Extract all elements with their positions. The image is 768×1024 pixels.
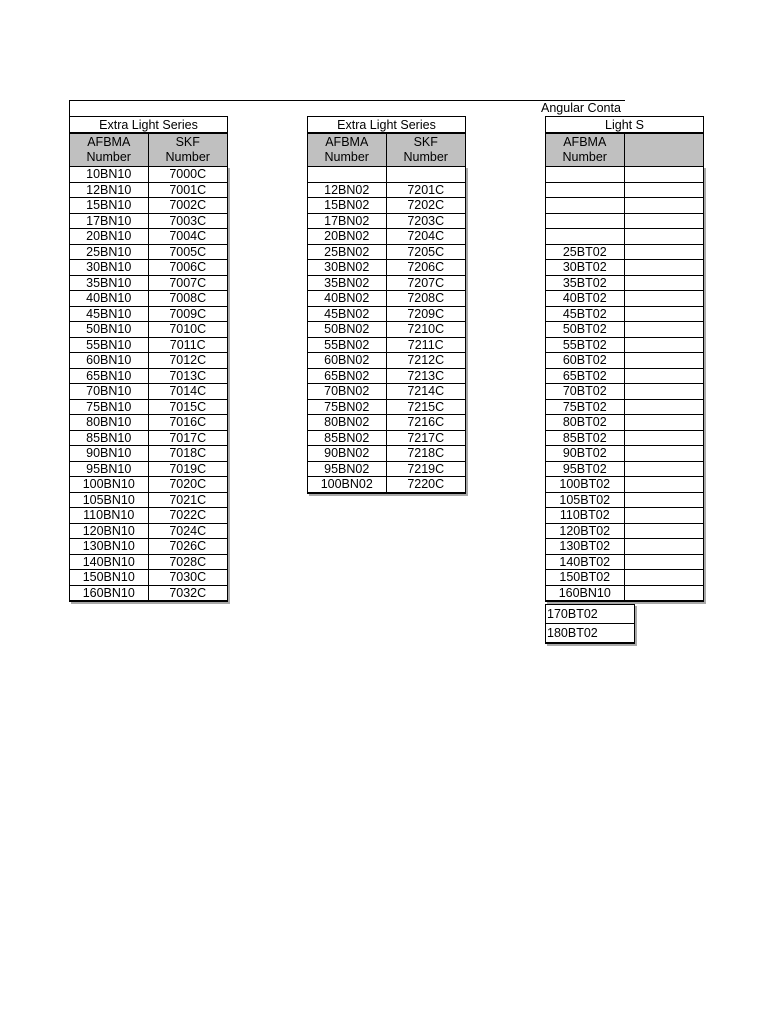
table-row [70, 570, 227, 586]
skf-number-cell: 7208C [407, 291, 445, 305]
skf-number-cell: 7218C [407, 446, 445, 460]
afbma-number-cell: 12BN02 [308, 183, 387, 198]
skf-number-cell: 7022C [169, 508, 207, 522]
afbma-number-cell: 50BN02 [308, 322, 387, 337]
afbma-column-header: AFBMA Number [308, 134, 387, 166]
afbma-number-cell: 85BT02 [546, 431, 625, 446]
afbma-number-cell: 170BT02 [547, 607, 598, 621]
skf-number-cell [625, 555, 704, 570]
skf-number-cell: 7216C [407, 415, 445, 429]
afbma-number-cell: 150BT02 [546, 570, 625, 585]
afbma-number-cell: 30BN10 [70, 260, 149, 275]
skf-number-cell: 7015C [169, 399, 207, 414]
afbma-number-cell: 80BN02 [308, 415, 387, 430]
table-row [308, 322, 465, 338]
afbma-number-cell: 55BN10 [70, 338, 149, 353]
afbma-number-cell: 90BT02 [546, 446, 625, 461]
table-row [546, 245, 703, 261]
table-row [546, 167, 703, 183]
afbma-number-cell: 70BN02 [308, 384, 387, 399]
afbma-number-cell: 80BT02 [546, 415, 625, 430]
table-row [70, 477, 227, 493]
table-row [546, 400, 703, 416]
skf-number-cell: 7018C [169, 446, 207, 460]
afbma-number-cell: 150BN10 [70, 570, 149, 585]
table-row [70, 555, 227, 571]
afbma-number-cell: 140BT02 [546, 555, 625, 570]
table-row [70, 384, 227, 400]
table-row [70, 307, 227, 323]
table-row [308, 307, 465, 323]
skf-number-cell: 7201C [407, 182, 445, 197]
afbma-number-cell: 35BN10 [70, 276, 149, 291]
table-row [308, 167, 465, 183]
table-row [308, 477, 465, 493]
afbma-number-cell: 90BN10 [70, 446, 149, 461]
table-row [70, 462, 227, 478]
table-row [70, 539, 227, 555]
table-row [70, 400, 227, 416]
skf-number-cell: 7209C [407, 306, 445, 321]
afbma-column-header: AFBMA Number [546, 134, 625, 166]
table-row [70, 229, 227, 245]
afbma-number-cell [546, 183, 625, 198]
afbma-number-cell: 65BT02 [546, 369, 625, 384]
afbma-number-cell: 15BN02 [308, 198, 387, 213]
afbma-number-cell: 85BN10 [70, 431, 149, 446]
table-row [308, 198, 465, 214]
skf-number-cell [387, 167, 466, 182]
table-row [308, 260, 465, 276]
skf-number-cell [625, 462, 704, 477]
table-extra-rows-3 [545, 604, 635, 644]
table-row [546, 307, 703, 323]
table-row [70, 167, 227, 183]
skf-number-cell [625, 229, 704, 244]
afbma-number-cell: 25BT02 [546, 245, 625, 260]
skf-number-cell: 7004C [169, 229, 207, 243]
table-row [546, 555, 703, 571]
afbma-number-cell: 55BN02 [308, 338, 387, 353]
afbma-number-cell: 45BT02 [546, 307, 625, 322]
afbma-number-cell: 110BN10 [70, 508, 149, 523]
afbma-number-cell: 20BN02 [308, 229, 387, 244]
table-row [70, 322, 227, 338]
afbma-number-cell: 15BN10 [70, 198, 149, 213]
skf-number-cell [625, 586, 704, 601]
table-row [308, 353, 465, 369]
skf-number-cell [625, 198, 704, 213]
table-row [546, 524, 703, 540]
table-row [546, 477, 703, 493]
skf-number-cell: 7010C [169, 322, 207, 336]
table-row [546, 338, 703, 354]
afbma-number-cell: 160BN10 [70, 586, 149, 601]
skf-number-cell [625, 493, 704, 508]
skf-number-cell [625, 508, 704, 523]
afbma-number-cell: 45BN02 [308, 307, 387, 322]
table-row [546, 539, 703, 555]
afbma-number-cell: 105BT02 [546, 493, 625, 508]
table-row [308, 369, 465, 385]
skf-number-cell [625, 570, 704, 585]
table-row [308, 400, 465, 416]
table-row [546, 214, 703, 230]
table-row [308, 276, 465, 292]
table-row [308, 462, 465, 478]
table-row [308, 338, 465, 354]
afbma-number-cell: 35BT02 [546, 276, 625, 291]
skf-number-cell: 7014C [169, 384, 207, 398]
skf-number-cell [625, 384, 704, 399]
skf-number-cell: 7210C [407, 322, 445, 336]
afbma-number-cell: 100BN10 [70, 477, 149, 492]
table-row [546, 291, 703, 307]
skf-number-cell: 7207C [407, 275, 445, 290]
table-row [546, 493, 703, 509]
skf-number-cell [625, 183, 704, 198]
afbma-number-cell: 75BN02 [308, 400, 387, 415]
afbma-number-cell: 55BT02 [546, 338, 625, 353]
afbma-number-cell: 60BT02 [546, 353, 625, 368]
table-row [308, 245, 465, 261]
table-body-3 [545, 166, 704, 602]
series-label-2: Extra Light Series [307, 116, 466, 133]
afbma-number-cell: 35BN02 [308, 276, 387, 291]
table-row [70, 493, 227, 509]
table-row [308, 384, 465, 400]
afbma-number-cell: 60BN10 [70, 353, 149, 368]
table-row [70, 276, 227, 292]
table-row [546, 322, 703, 338]
afbma-number-cell: 75BT02 [546, 400, 625, 415]
table-header-1 [69, 133, 228, 167]
skf-number-cell: 7032C [169, 585, 207, 600]
table-row [70, 198, 227, 214]
skf-number-cell: 7021C [169, 492, 207, 507]
table-row [546, 369, 703, 385]
table-row [70, 446, 227, 462]
skf-number-cell: 7019C [169, 461, 207, 476]
skf-number-cell [625, 477, 704, 492]
table-row [546, 415, 703, 431]
afbma-number-cell: 50BT02 [546, 322, 625, 337]
afbma-number-cell: 95BN02 [308, 462, 387, 477]
skf-number-cell: 7024C [169, 523, 207, 538]
skf-number-cell [625, 524, 704, 539]
skf-number-cell [625, 291, 704, 306]
skf-number-cell [625, 338, 704, 353]
afbma-number-cell: 180BT02 [547, 626, 598, 640]
skf-number-cell: 7213C [407, 368, 445, 383]
afbma-number-cell: 70BN10 [70, 384, 149, 399]
skf-number-cell [625, 307, 704, 322]
skf-number-cell: 7206C [407, 260, 445, 274]
skf-number-cell: 7217C [407, 430, 445, 445]
skf-number-cell: 7028C [169, 554, 207, 569]
table-row [546, 508, 703, 524]
skf-number-cell: 7000C [169, 167, 207, 181]
afbma-number-cell: 30BT02 [546, 260, 625, 275]
skf-number-cell: 7202C [407, 198, 445, 212]
skf-number-cell [625, 369, 704, 384]
table-header-3 [545, 133, 704, 167]
afbma-number-cell: 45BN10 [70, 307, 149, 322]
skf-number-cell: 7017C [169, 430, 207, 445]
skf-number-cell: 7204C [407, 229, 445, 243]
table-row [546, 276, 703, 292]
afbma-number-cell: 25BN10 [70, 245, 149, 260]
afbma-number-cell: 100BN02 [308, 477, 387, 492]
table-row [546, 605, 634, 624]
skf-number-cell: 7211C [407, 337, 444, 352]
table-row [546, 198, 703, 214]
skf-number-cell: 7008C [169, 291, 207, 305]
afbma-number-cell: 130BT02 [546, 539, 625, 554]
skf-number-cell: 7003C [169, 213, 207, 228]
afbma-number-cell: 60BN02 [308, 353, 387, 368]
table-row [70, 338, 227, 354]
table-row [70, 508, 227, 524]
afbma-number-cell: 105BN10 [70, 493, 149, 508]
table-row [546, 384, 703, 400]
skf-number-cell: 7203C [407, 213, 445, 228]
afbma-number-cell: 120BT02 [546, 524, 625, 539]
table-row [546, 446, 703, 462]
skf-number-cell [625, 322, 704, 337]
table-row [308, 446, 465, 462]
afbma-number-cell: 17BN02 [308, 214, 387, 229]
series-label-1: Extra Light Series [69, 116, 228, 133]
skf-number-cell [625, 415, 704, 430]
series-label-3: Light S [545, 116, 704, 133]
afbma-number-cell: 65BN10 [70, 369, 149, 384]
skf-number-cell [625, 446, 704, 461]
afbma-number-cell: 140BN10 [70, 555, 149, 570]
skf-number-cell [625, 214, 704, 229]
afbma-number-cell: 85BN02 [308, 431, 387, 446]
skf-number-cell: 7030C [169, 570, 207, 584]
table-row [546, 353, 703, 369]
afbma-number-cell: 10BN10 [70, 167, 149, 182]
afbma-number-cell: 65BN02 [308, 369, 387, 384]
skf-number-cell [625, 167, 704, 182]
afbma-number-cell: 40BT02 [546, 291, 625, 306]
afbma-number-cell [546, 214, 625, 229]
table-row [546, 183, 703, 199]
afbma-number-cell: 100BT02 [546, 477, 625, 492]
skf-number-cell [625, 353, 704, 368]
skf-number-cell: 7013C [169, 368, 207, 383]
skf-number-cell: 7012C [169, 353, 207, 367]
table-row [70, 291, 227, 307]
skf-number-cell: 7215C [407, 399, 445, 414]
skf-number-cell [625, 260, 704, 275]
table-row [70, 245, 227, 261]
page-title: Angular Conta [541, 101, 621, 115]
skf-number-cell: 7011C [169, 337, 206, 352]
afbma-number-cell: 95BT02 [546, 462, 625, 477]
skf-number-cell [625, 276, 704, 291]
afbma-number-cell: 160BN10 [546, 586, 625, 601]
table-row [546, 570, 703, 586]
skf-number-cell: 7020C [169, 477, 207, 491]
skf-number-cell [625, 400, 704, 415]
afbma-number-cell: 80BN10 [70, 415, 149, 430]
afbma-number-cell: 12BN10 [70, 183, 149, 198]
skf-number-cell: 7205C [407, 244, 445, 259]
skf-number-cell: 7002C [169, 198, 207, 212]
table-row [308, 415, 465, 431]
afbma-number-cell [546, 198, 625, 213]
table-row [546, 462, 703, 478]
table-row [70, 524, 227, 540]
table-row [546, 431, 703, 447]
afbma-number-cell: 95BN10 [70, 462, 149, 477]
table-row [308, 183, 465, 199]
afbma-number-cell: 70BT02 [546, 384, 625, 399]
afbma-number-cell [308, 167, 387, 182]
afbma-number-cell [546, 167, 625, 182]
afbma-number-cell: 50BN10 [70, 322, 149, 337]
skf-number-cell [625, 431, 704, 446]
afbma-number-cell: 40BN10 [70, 291, 149, 306]
table-row [70, 369, 227, 385]
skf-number-cell: 7016C [169, 415, 207, 429]
skf-column-header: SKF Number [403, 135, 448, 164]
skf-number-cell: 7212C [407, 353, 445, 367]
skf-column-header: SKF Number [165, 135, 210, 164]
afbma-number-cell: 90BN02 [308, 446, 387, 461]
table-row [308, 431, 465, 447]
table-row [308, 214, 465, 230]
skf-number-cell: 7006C [169, 260, 207, 274]
afbma-number-cell: 75BN10 [70, 400, 149, 415]
afbma-number-cell: 110BT02 [546, 508, 625, 523]
table-row [70, 183, 227, 199]
table-row [70, 415, 227, 431]
skf-number-cell: 7220C [407, 477, 445, 491]
table-row [70, 586, 227, 602]
afbma-column-header: AFBMA Number [70, 134, 149, 166]
table-row [546, 260, 703, 276]
afbma-number-cell: 20BN10 [70, 229, 149, 244]
afbma-number-cell: 130BN10 [70, 539, 149, 554]
skf-number-cell: 7214C [407, 384, 445, 398]
table-row [70, 353, 227, 369]
table-row [308, 291, 465, 307]
table-row [70, 431, 227, 447]
table-header-2 [307, 133, 466, 167]
afbma-number-cell: 40BN02 [308, 291, 387, 306]
skf-number-cell: 7009C [169, 306, 207, 321]
skf-number-cell: 7001C [169, 182, 207, 197]
skf-number-cell [625, 539, 704, 554]
afbma-number-cell: 30BN02 [308, 260, 387, 275]
skf-column-header [625, 134, 704, 166]
skf-number-cell: 7005C [169, 244, 207, 259]
table-row [70, 260, 227, 276]
afbma-number-cell [546, 229, 625, 244]
table-row [70, 214, 227, 230]
table-body-2 [307, 166, 466, 494]
table-row [546, 229, 703, 245]
table-row [546, 586, 703, 602]
skf-number-cell [625, 245, 704, 260]
table-row [546, 624, 634, 643]
skf-number-cell: 7007C [169, 275, 207, 290]
afbma-number-cell: 25BN02 [308, 245, 387, 260]
afbma-number-cell: 17BN10 [70, 214, 149, 229]
table-row [308, 229, 465, 245]
afbma-number-cell: 120BN10 [70, 524, 149, 539]
skf-number-cell: 7026C [169, 539, 207, 553]
skf-number-cell: 7219C [407, 461, 445, 476]
table-body-1 [69, 166, 228, 602]
